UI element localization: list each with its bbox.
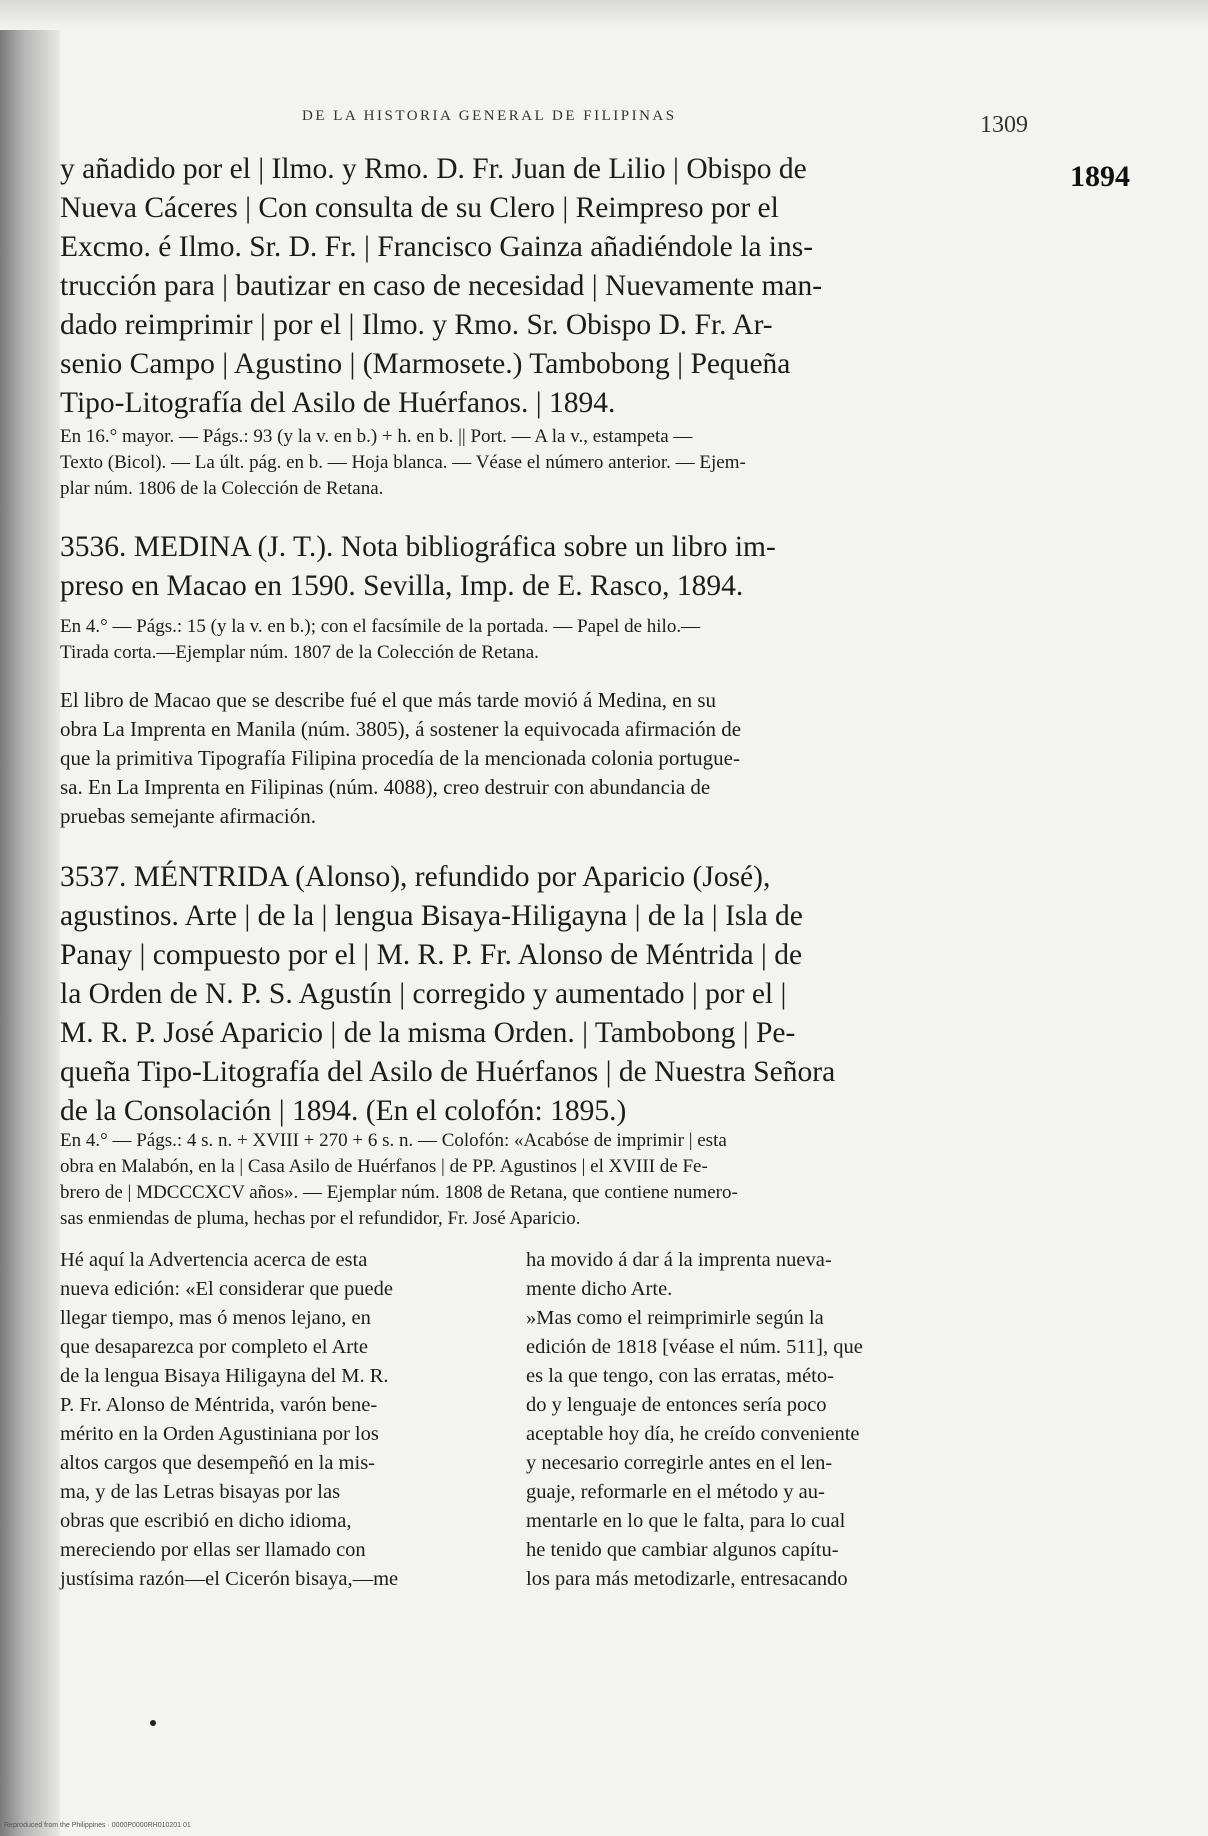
entry-3535-description [60,424,992,502]
text-line: En 4.° — Págs.: 4 s. n. + XVIII + 270 + 6 s. n. — Colofón: «Acabóse de imprimir | esta [60,1130,727,1151]
running-title: DE LA HISTORIA GENERAL DE FILIPINAS [302,108,677,124]
text-line: trucción para | bautizar en caso de necesidad | Nuevamente man- [60,270,823,302]
margin-year: 1894 [1070,160,1130,193]
text-line: mente dicho Arte. [526,1278,673,1300]
entry-3536-description [60,614,992,666]
entry-3536-commentary [60,686,992,831]
text-line: obras que escribió en dicho idioma, [60,1510,352,1532]
text-line: justísima razón—el Cicerón bisaya,—me [60,1568,399,1590]
entry-3537-title [60,858,990,1131]
text-line: mérito en la Orden Agustiniana por los [60,1423,379,1445]
text-line: senio Campo | Agustino | (Marmosete.) Tambobong | Pequeña [60,348,791,380]
text-line: Tirada corta.—Ejemplar núm. 1807 de la Colección de Retana. [60,642,539,663]
text-line: ma, y de las Letras bisayas por las [60,1481,341,1503]
text-line: Texto (Bicol). — La últ. pág. en b. — Hoja blanca. — Véase el número anterior. — Ejem- [60,452,746,473]
text-line: M. R. P. José Aparicio | de la misma Orden. | Tambobong | Pe- [60,1017,796,1049]
text-line: que desaparezca por completo el Arte [60,1336,368,1358]
text-line: do y lenguaje de entonces sería poco [526,1394,827,1416]
text-line: Tipo-Litografía del Asilo de Huérfanos. | 1894. [60,387,616,419]
advertencia-right-column [526,1246,996,1594]
ink-speck [150,1720,156,1726]
text-line: Panay | compuesto por el | M. R. P. Fr. Alonso de Méntrida | de [60,939,803,971]
text-line: Hé aquí la Advertencia acerca de esta [60,1249,368,1271]
advertencia-left-column [60,1246,510,1594]
text-line: plar núm. 1806 de la Colección de Retana. [60,478,384,499]
text-line: En 4.° — Págs.: 15 (y la v. en b.); con el facsímile de la portada. — Papel de hilo.— [60,616,701,637]
scan-tag: Reproduced from the Philippines · 0000P0000RH010201 01 [4,1822,191,1829]
text-line: y añadido por el | Ilmo. y Rmo. D. Fr. Juan de Lilio | Obispo de [60,153,807,185]
text-line: El libro de Macao que se describe fué el que más tarde movió á Medina, en su [60,688,717,712]
text-line: 3537. MÉNTRIDA (Alonso), refundido por Aparicio (José), [60,861,771,893]
text-line: sas enmiendas de pluma, hechas por el refundidor, Fr. José Aparicio. [60,1208,581,1229]
text-line: es la que tengo, con las erratas, méto- [526,1365,834,1387]
text-line: llegar tiempo, mas ó menos lejano, en [60,1307,371,1329]
text-line: preso en Macao en 1590. Sevilla, Imp. de E. Rasco, 1894. [60,570,744,602]
text-line: mentarle en lo que le falta, para lo cual [526,1510,846,1532]
page-top-shadow [0,0,1208,30]
text-line: queña Tipo-Litografía del Asilo de Huérfanos | de Nuestra Señora [60,1056,836,1088]
text-line: 3536. MEDINA (J. T.). Nota bibliográfica sobre un libro im- [60,531,776,563]
text-line: mereciendo por ellas ser llamado con [60,1539,366,1561]
text-line: Excmo. é Ilmo. Sr. D. Fr. | Francisco Gainza añadiéndole la ins- [60,231,814,263]
text-line: los para más metodizarle, entresacando [526,1568,848,1590]
text-line: he tenido que cambiar algunos capítu- [526,1539,839,1561]
text-line: y necesario corregirle antes en el len- [526,1452,833,1474]
text-line: obra La Imprenta en Manila (núm. 3805), á sostener la equivocada afirmación de [60,717,742,741]
text-line: la Orden de N. P. S. Agustín | corregido y aumentado | por el | [60,978,787,1010]
text-line: edición de 1818 [véase el núm. 511], que [526,1336,863,1358]
text-line: sa. En La Imprenta en Filipinas (núm. 4088), creo destruir con abundancia de [60,775,711,799]
text-line: dado reimprimir | por el | Ilmo. y Rmo. Sr. Obispo D. Fr. Ar- [60,309,773,341]
text-line: de la lengua Bisaya Hiligayna del M. R. [60,1365,389,1387]
text-line: P. Fr. Alonso de Méntrida, varón bene- [60,1394,378,1416]
text-line: ha movido á dar á la imprenta nueva- [526,1249,832,1271]
entry-3535-title [60,150,990,423]
entry-3536-title [60,528,990,606]
text-line: brero de | MDCCCXCV años». — Ejemplar núm. 1808 de Retana, que contiene numero- [60,1182,738,1203]
entry-3537-description [60,1128,992,1232]
text-line: agustinos. Arte | de la | lengua Bisaya-Hiligayna | de la | Isla de [60,900,803,932]
page-number: 1309 [980,112,1028,138]
text-line: de la Consolación | 1894. (En el colofón: 1895.) [60,1095,627,1127]
text-line: »Mas como el reimprimirle según la [526,1307,824,1329]
text-line: pruebas semejante afirmación. [60,804,316,828]
text-line: altos cargos que desempeñó en la mis- [60,1452,376,1474]
page-edge-shadow [0,0,60,1836]
text-line: que la primitiva Tipografía Filipina procedía de la mencionada colonia portugue- [60,746,740,770]
text-line: guaje, reformarle en el método y au- [526,1481,825,1503]
text-line: aceptable hoy día, he creído conveniente [526,1423,860,1445]
text-line: En 16.° mayor. — Págs.: 93 (y la v. en b.) + h. en b. || Port. — A la v., estampeta — [60,426,693,447]
text-line: obra en Malabón, en la | Casa Asilo de Huérfanos | de PP. Agustinos | el XVIII de Fe- [60,1156,708,1177]
text-line: nueva edición: «El considerar que puede [60,1278,393,1300]
text-line: Nueva Cáceres | Con consulta de su Clero | Reimpreso por el [60,192,779,224]
